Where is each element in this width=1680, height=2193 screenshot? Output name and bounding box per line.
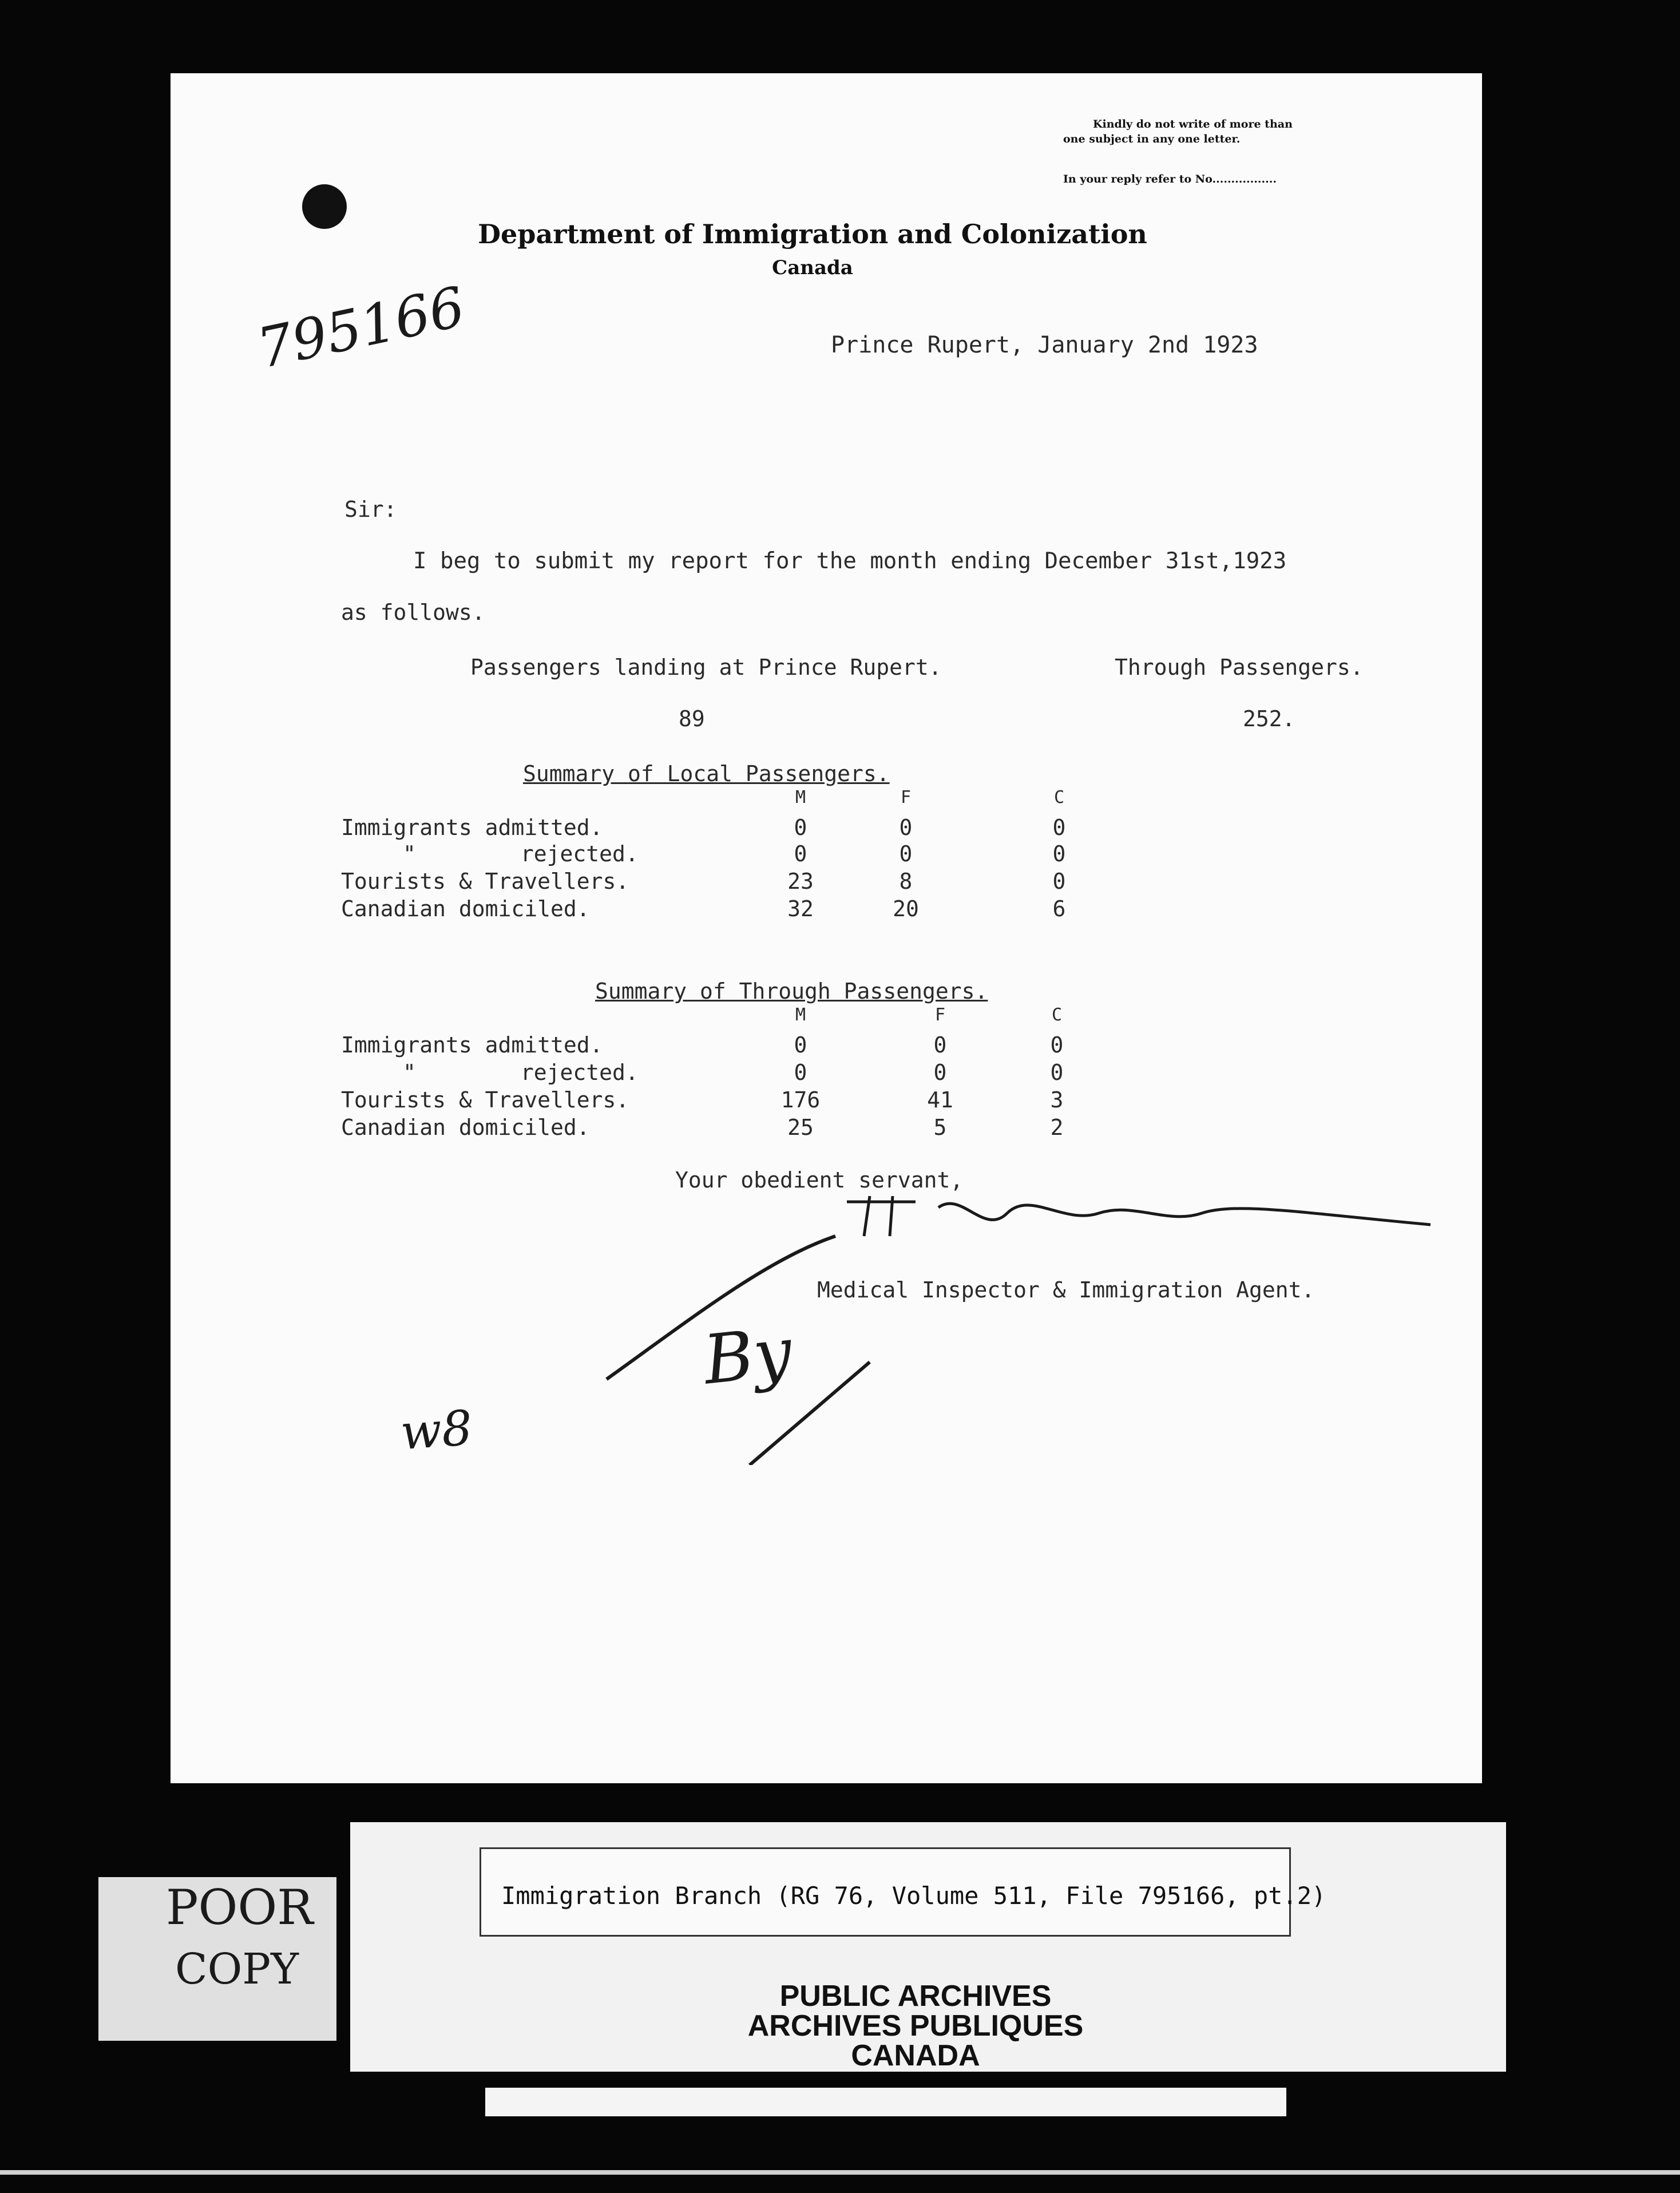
cell-c: 3 — [1050, 1087, 1064, 1113]
cell-f: 0 — [933, 1060, 947, 1085]
handwritten-file-number: 795166 — [252, 274, 470, 381]
intro-line-2: as follows. — [341, 600, 485, 625]
instruction-line-1: Kindly do not write of more than — [1093, 118, 1293, 130]
cell-m: 176 — [780, 1087, 821, 1113]
row-label: Immigrants admitted. — [341, 815, 603, 840]
cell-c: 0 — [1052, 869, 1066, 894]
instruction-line-2: one subject in any one letter. — [1063, 133, 1241, 145]
through-col-m: M — [795, 1005, 806, 1025]
lower-slip — [485, 2088, 1286, 2116]
landing-count: 89 — [679, 706, 705, 731]
cell-m: 25 — [787, 1115, 814, 1140]
handwritten-by: By — [700, 1312, 796, 1400]
poor-copy-line-2: COPY — [175, 1945, 299, 1994]
through-col-f: F — [934, 1005, 946, 1025]
cell-c: 0 — [1050, 1032, 1064, 1058]
cell-f: 20 — [893, 896, 919, 921]
cell-f: 5 — [933, 1115, 947, 1140]
cell-f: 41 — [927, 1087, 953, 1113]
local-col-c: C — [1053, 787, 1065, 807]
row-label: Tourists & Travellers. — [341, 869, 629, 894]
cell-m: 0 — [794, 841, 807, 866]
cell-c: 0 — [1052, 815, 1066, 840]
through-summary-title: Summary of Through Passengers. — [595, 979, 988, 1004]
letterhead-country: Canada — [772, 256, 853, 279]
row-label: Immigrants admitted. — [341, 1032, 603, 1058]
row-label: Tourists & Travellers. — [341, 1087, 629, 1113]
handwritten-initials: w8 — [398, 1399, 474, 1461]
cell-c: 0 — [1050, 1060, 1064, 1085]
cell-f: 0 — [899, 841, 913, 866]
archive-stamp-line-1: PUBLIC ARCHIVES — [779, 1980, 1052, 2013]
row-label: " rejected. — [403, 841, 639, 866]
row-label: Canadian domiciled. — [341, 1115, 590, 1140]
archive-stamp-line-2: ARCHIVES PUBLIQUES — [747, 2009, 1084, 2042]
cell-c: 6 — [1052, 896, 1066, 921]
reply-reference-line: In your reply refer to No................. — [1063, 173, 1277, 185]
cell-f: 0 — [933, 1032, 947, 1058]
local-col-m: M — [795, 787, 806, 807]
cell-m: 0 — [794, 1060, 807, 1085]
through-col-c: C — [1051, 1005, 1063, 1025]
local-summary-title: Summary of Local Passengers. — [523, 761, 890, 786]
cell-m: 0 — [794, 1032, 807, 1058]
cell-m: 0 — [794, 815, 807, 840]
landing-label: Passengers landing at Prince Rupert. — [470, 655, 942, 680]
department-letterhead: Department of Immigration and Colonization — [478, 219, 1147, 250]
cell-f: 8 — [899, 869, 913, 894]
through-count: 252. — [1243, 706, 1295, 731]
ink-blot — [302, 184, 347, 229]
salutation: Sir: — [344, 497, 397, 522]
archive-stamp-line-3: CANADA — [851, 2039, 980, 2072]
signer-title: Medical Inspector & Immigration Agent. — [817, 1277, 1315, 1303]
cell-f: 0 — [899, 815, 913, 840]
bottom-edge-line — [0, 2170, 1680, 2175]
row-label: " rejected. — [403, 1060, 639, 1085]
through-label: Through Passengers. — [1115, 655, 1364, 680]
cell-m: 23 — [787, 869, 814, 894]
closing-line: Your obedient servant, — [675, 1167, 964, 1193]
cell-m: 32 — [787, 896, 814, 921]
place-date: Prince Rupert, January 2nd 1923 — [831, 332, 1258, 358]
cell-c: 2 — [1050, 1115, 1064, 1140]
local-col-f: F — [900, 787, 912, 807]
row-label: Canadian domiciled. — [341, 896, 590, 921]
cell-c: 0 — [1052, 841, 1066, 866]
intro-line-1: I beg to submit my report for the month ending December 31st,1923 — [413, 548, 1287, 574]
archive-reference: Immigration Branch (RG 76, Volume 511, File 795166, pt.2) — [501, 1882, 1326, 1910]
poor-copy-line-1: POOR — [166, 1879, 314, 1935]
